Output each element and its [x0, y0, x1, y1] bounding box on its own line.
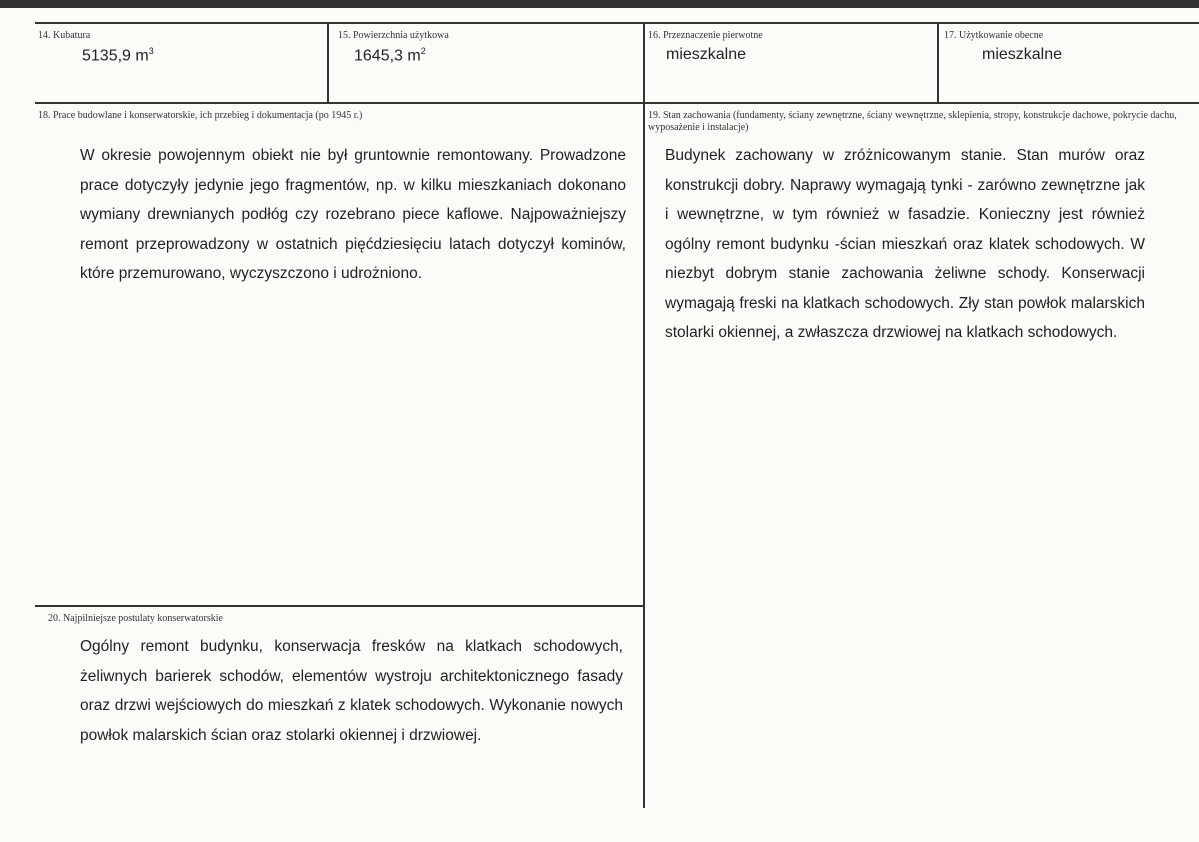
scan-edge [0, 0, 1199, 8]
field-16-value: mieszkalne [666, 46, 747, 63]
divider [643, 22, 645, 808]
field-17-label: 17. Użytkowanie obecne [944, 30, 1044, 41]
field-19-label: 19. Stan zachowania (fundamenty, ściany zewnętrzne, ściany wewnętrzne, sklepienia, stropy, konstrukcje dachowe, pokrycie dachu, wyposażenie i instalacje) [648, 110, 1177, 133]
divider [937, 22, 939, 102]
field-15-value [354, 46, 426, 65]
field-20-label: 20. Najpilniejsze postulaty konserwatorskie [48, 613, 223, 624]
divider [327, 22, 329, 102]
field-16-label: 16. Przeznaczenie pierwotne [648, 30, 763, 41]
field-20-text: Ogólny remont budynku, konserwacja fresków na klatkach schodowych, żeliwnych barierek schodów, elementów wystroju architektonicznego fasady oraz drzwi wejściowych do mieszkań z klatek schodowych. Wykonanie nowych powłok malarskich ścian oraz stolarki okiennej i drzwiowej. [80, 638, 623, 744]
field-14-value [82, 46, 154, 65]
unit-exponent: 3 [148, 46, 154, 56]
divider [35, 605, 644, 607]
unit-exponent: 2 [420, 46, 426, 56]
value-text: 5135,9 m [82, 47, 149, 65]
field-15-label: 15. Powierzchnia użytkowa [338, 30, 449, 41]
field-17-value: mieszkalne [982, 46, 1063, 63]
divider [35, 22, 1199, 24]
field-14-label: 14. Kubatura [38, 30, 91, 41]
field-18-text: W okresie powojennym obiekt nie był gruntownie remontowany. Prowadzone prace dotyczyły jedynie jego fragmentów, np. w kilku mieszkaniach dokonano wymiany drewnianych podłóg czy rozebrano piece kaflowe. Najpoważniejszy remont przeprowadzony w ostatnich pięćdziesięciu latach dotyczył kominów, które przemurowano, wyczyszczono i udrożniono. [80, 147, 626, 282]
field-18-label: 18. Prace budowlane i konserwatorskie, ich przebieg i dokumentacja (po 1945 r.) [38, 110, 363, 121]
divider [35, 102, 1199, 104]
value-text: 1645,3 m [354, 47, 421, 65]
field-19-text: Budynek zachowany w zróżnicowanym stanie. Stan murów oraz konstrukcji dobry. Naprawy wymagają tynki - zarówno zewnętrzne jak i wewnętrzne, w tym również w fasadzie. Konieczny jest również ogólny remont budynku -ścian mieszkań oraz klatek schodowych. W niezbyt dobrym stanie zachowania żeliwne schody. Konserwacji wymagają freski na klatkach schodowych. Zły stan powłok malarskich stolarki okiennej, a zwłaszcza drzwiowej na klatkach schodowych. [665, 147, 1145, 341]
